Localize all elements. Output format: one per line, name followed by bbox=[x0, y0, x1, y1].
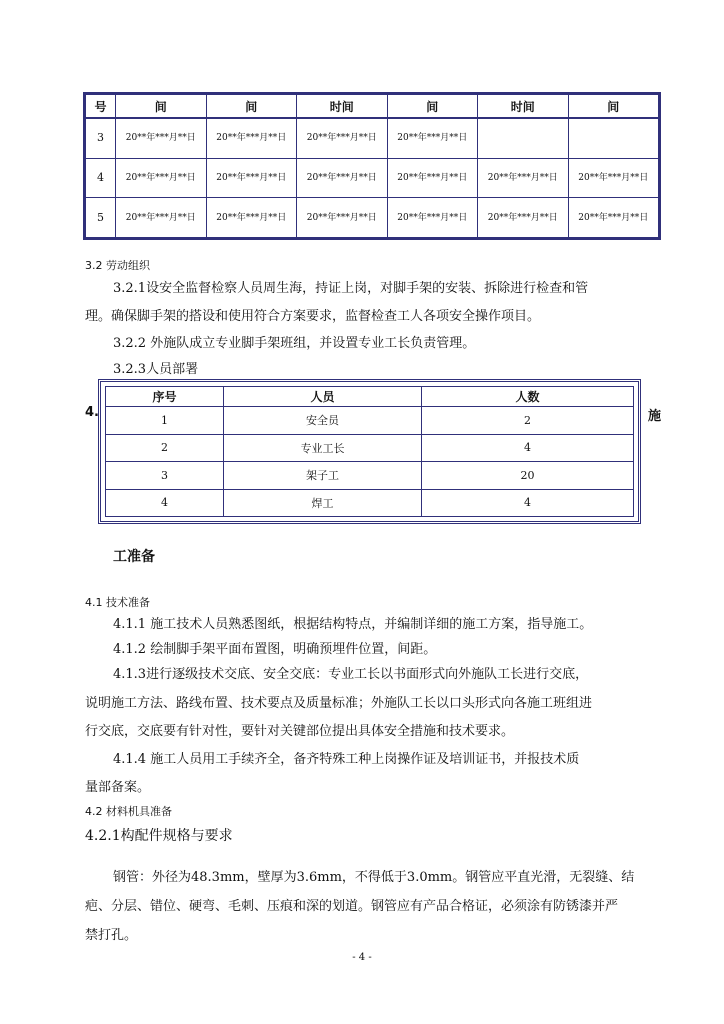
date-cell: 20**年***月**日 bbox=[297, 158, 388, 198]
table-row bbox=[106, 407, 634, 435]
schedule-table-grid bbox=[85, 94, 659, 238]
table-row bbox=[86, 158, 659, 198]
staff-table-grid bbox=[105, 386, 634, 517]
staff-role: 安全员 bbox=[224, 407, 422, 435]
row-index: 4 bbox=[86, 158, 116, 198]
paragraph: 4.1.2 绘制脚手架平面布置图，明确预埋件位置，间距。 bbox=[113, 642, 437, 657]
staff-role: 架子工 bbox=[224, 462, 422, 490]
table-row bbox=[106, 434, 634, 462]
staff-header-cell: 序号 bbox=[106, 387, 224, 407]
paragraph: 说明施工方法、路线布置、技术要点及质量标准；外施队工长以口头形式向各施工班组进 bbox=[85, 696, 593, 711]
date-cell: 20**年***月**日 bbox=[206, 158, 297, 198]
staff-role: 焊工 bbox=[224, 489, 422, 517]
paragraph: 理。确保脚手架的搭设和使用符合方案要求，监督检查工人各项安全操作项目。 bbox=[85, 309, 541, 324]
staff-header-cell: 人数 bbox=[422, 387, 634, 407]
table-row bbox=[106, 489, 634, 517]
staff-header-cell: 人员 bbox=[224, 387, 422, 407]
section-4-side-char: 施 bbox=[648, 409, 662, 424]
date-cell: 20**年***月**日 bbox=[116, 198, 207, 238]
staff-header-row bbox=[106, 387, 634, 407]
date-cell: 20**年***月**日 bbox=[206, 118, 297, 158]
section-4-1-title: 4.1 技术准备 bbox=[85, 596, 150, 609]
section-4-title: 工准备 bbox=[113, 549, 155, 565]
row-index: 5 bbox=[86, 198, 116, 238]
paragraph: 3.2.1设安全监督检察人员周生海，持证上岗，对脚手架的安装、拆除进行检查和管 bbox=[113, 281, 589, 296]
section-4-number: 4. bbox=[85, 405, 99, 420]
date-cell: 20**年***月**日 bbox=[387, 118, 478, 158]
paragraph: 4.1.4 施工人员用工手续齐全，备齐特殊工种上岗操作证及培训证书，并报技术质 bbox=[113, 752, 580, 767]
staff-no: 3 bbox=[106, 462, 224, 490]
date-cell bbox=[568, 118, 659, 158]
section-4-2-1-title: 4.2.1构配件规格与要求 bbox=[85, 828, 233, 844]
section-3-2-title: 3.2 劳动组织 bbox=[85, 259, 150, 272]
paragraph: 钢管：外径为48.3mm，壁厚为3.6mm，不得低于3.0mm。钢管应平直光滑，无裂缝、结 bbox=[113, 870, 635, 885]
page-number: - 4 - bbox=[352, 952, 372, 963]
staff-count: 2 bbox=[422, 407, 634, 435]
schedule-header-cell: 时间 bbox=[297, 95, 388, 119]
paragraph: 3.2.2 外施队成立专业脚手架班组，并设置专业工长负责管理。 bbox=[113, 336, 476, 351]
schedule-header-cell: 间 bbox=[116, 95, 207, 119]
table-row bbox=[106, 462, 634, 490]
section-4-2-title: 4.2 材料机具准备 bbox=[85, 805, 172, 818]
schedule-header-cell: 号 bbox=[86, 95, 116, 119]
row-index: 3 bbox=[86, 118, 116, 158]
date-cell: 20**年***月**日 bbox=[478, 158, 569, 198]
paragraph: 行交底，交底要有针对性，要针对关键部位提出具体安全措施和技术要求。 bbox=[85, 724, 515, 739]
schedule-table bbox=[83, 92, 661, 240]
date-cell: 20**年***月**日 bbox=[387, 198, 478, 238]
paragraph: 疤、分层、错位、硬弯、毛刺、压痕和深的划道。钢管应有产品合格证，必须涂有防锈漆并严 bbox=[85, 899, 619, 914]
staff-count: 20 bbox=[422, 462, 634, 490]
date-cell: 20**年***月**日 bbox=[387, 158, 478, 198]
schedule-header-cell: 间 bbox=[387, 95, 478, 119]
paragraph: 4.1.1 施工技术人员熟悉图纸，根据结构特点，并编制详细的施工方案，指导施工。 bbox=[113, 617, 593, 632]
date-cell: 20**年***月**日 bbox=[297, 198, 388, 238]
paragraph: 4.1.3进行逐级技术交底、安全交底：专业工长以书面形式向外施队工长进行交底， bbox=[113, 667, 589, 682]
table-row bbox=[86, 198, 659, 238]
table-row bbox=[86, 118, 659, 158]
schedule-header-cell: 时间 bbox=[478, 95, 569, 119]
paragraph: 3.2.3人员部署 bbox=[113, 362, 199, 377]
date-cell: 20**年***月**日 bbox=[478, 198, 569, 238]
date-cell: 20**年***月**日 bbox=[206, 198, 297, 238]
schedule-header-cell: 间 bbox=[568, 95, 659, 119]
date-cell: 20**年***月**日 bbox=[116, 118, 207, 158]
date-cell bbox=[478, 118, 569, 158]
staff-count: 4 bbox=[422, 489, 634, 517]
schedule-header-cell: 间 bbox=[206, 95, 297, 119]
date-cell: 20**年***月**日 bbox=[568, 158, 659, 198]
staff-role: 专业工长 bbox=[224, 434, 422, 462]
staff-count: 4 bbox=[422, 434, 634, 462]
staff-no: 4 bbox=[106, 489, 224, 517]
date-cell: 20**年***月**日 bbox=[568, 198, 659, 238]
paragraph: 禁打孔。 bbox=[85, 928, 138, 943]
staff-table bbox=[98, 379, 641, 524]
date-cell: 20**年***月**日 bbox=[116, 158, 207, 198]
paragraph: 量部备案。 bbox=[85, 780, 151, 795]
schedule-header-row bbox=[86, 95, 659, 119]
date-cell: 20**年***月**日 bbox=[297, 118, 388, 158]
staff-no: 2 bbox=[106, 434, 224, 462]
staff-no: 1 bbox=[106, 407, 224, 435]
